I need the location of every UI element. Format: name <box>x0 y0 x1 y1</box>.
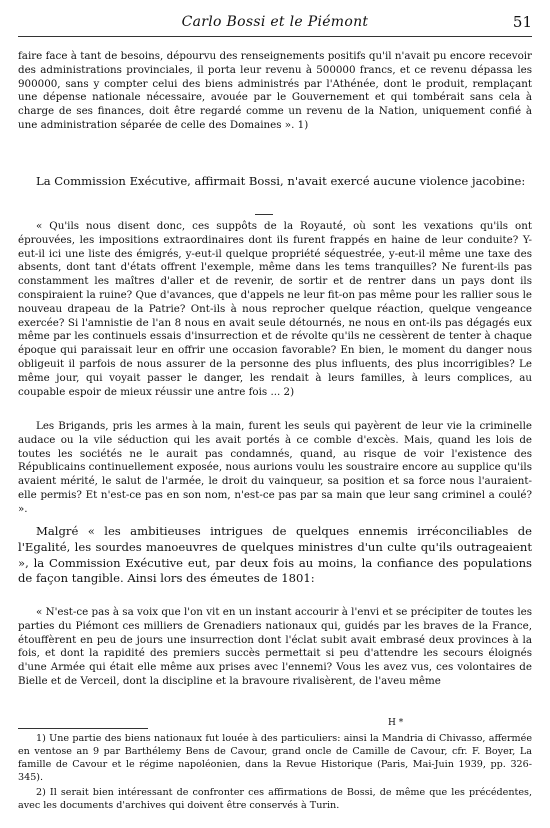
quote-brigands: Les Brigands, pris les armes à la main, furent les seuls qui payèrent de leur vie la criminelle audace ou la vile séduction qui les avait portés à ce comble d'excès. Mais, quand les lois de toutes les sociétés ne le aurait pas condamnés, quand, au risque de voir l'existence des Républicains continuellement exposée, nous aurions voulu les soustraire encore au supplice qu'ils avaient mérité, le salut de l'armée, le droit du vainqueur, sa position et sa force nous l'auraient-elle permis? Et n'est-ce pas en son nom, n'est-ce pas par sa main que leur sang criminel a coulé? ». <box>18 420 532 515</box>
footnote-2: 2) Il serait bien intéressant de confronter ces affirmations de Bossi, de même que les précédentes, avec les documents d'archives qui doivent être conservés à Turin. <box>18 787 532 811</box>
page-header <box>18 12 532 37</box>
page-number: 51 <box>512 13 532 31</box>
footnote-rule <box>18 728 148 729</box>
quote-royalty: « Qu'ils nous disent donc, ces suppôts de la Royauté, où sont les vexations qu'ils ont éprouvées, les impositions extraordinaires dont ils furent frappés en haine de leur conduite? Y-eut-il ici une liste des émigrés, y-eut-il quelque propriété séquestrée, y-eut-il même une taxe des absents, dont tant d'états offrent l'exemple, même dans les tems tranquilles? Ne furent-ils pas constamment les maîtres d'aller et de revenir, de sortir et de rentrer dans un pays dont ils conspiraient la ruine? Que d'avances, que d'appels ne leur fit-on pas même pour les rallier sous le nouveau drapeau de la Patrie? Ont-ils à nous reprocher quelque réaction, quelque vengeance exercée? Si l'amnistie de l'an 8 nous en avait seule détournés, ne nous en ont-ils pas dégagés eux même par les continuels essais d'insurrection et de révolte qu'ils ne cessèrent de tenter à chaque époque qui paraissait leur en offrir une occasion favorable? En bien, le moment du danger nous obligeuit il parfois de nous assurer de la personne des plus influents, des plus incorrigibles? Le même jour, qui voyait passer le danger, les rendait à leurs familles, à leurs complices, au coupable espoir de mieux réussir une antre fois ... 2) <box>18 220 532 398</box>
footnote-1: 1) Une partie des biens nationaux fut louée à des particuliers: ainsi la Mandria di Chivasso, affermée en ventose an 9 par Barthélemy Bens de Cavour, grand oncle de Camille de Cavour, cfr. F. Boyer, La famille de Cavour et le régime napoléonien, dans la Revue Historique (Paris, Mai-Juin 1939, pp. 326-345). <box>18 733 532 783</box>
printer-marks: H * <box>388 718 404 728</box>
paragraph-budget: faire face à tant de besoins, dépourvu des renseignements positifs qu'il n'avait pu encore recevoir des administrations provinciales, il porta leur revenu à 500000 francs, et ce revenu dépassa les 900000, sans y compter celui des biens administrés par l'Athénée, dont le produit, remplaçant une dépense nationale nécessaire, avouée par le Gouvernement et qui tombérait sans cela à charge de ses finances, doit être regardé comme un revenu de la Nation, uniquement confié à une administration séparée de celle des Domaines ». 1) <box>18 50 532 131</box>
quote-separator <box>255 214 273 215</box>
running-title: Carlo Bossi et le Piémont <box>181 14 369 30</box>
paragraph-commission-claim: La Commission Exécutive, affirmait Bossi, n'avait exercé aucune violence jacobine: <box>36 174 526 188</box>
paragraph-intrigues: Malgré « les ambitieuses intrigues de quelques ennemis irréconciliables de l'Egalité, les sourdes manoeuvres de quelques ministres d'un culte qu'ils outrageaient », la Commission Exécutive eut, par deux fois au moins, la confiance des populations de façon tangible. Ainsi lors des émeutes de 1801: <box>18 524 532 586</box>
quote-grenadiers: « N'est-ce pas à sa voix que l'on vit en un instant accourir à l'envi et se précipiter de toutes les parties du Piémont ces milliers de Grenadiers nationaux qui, guidés par les braves de la France, étouffèrent en peu de jours une insurrection dont l'éclat subit avait embrasé deux provinces à la fois, et dont la rapidité des premiers succès permettait si peu d'attendre les secours éloignés d'une Armée qui était elle même aux prises avec l'ennemi? Vous les avez vus, ces volontaires de Bielle et de Verceil, dont la discipline et la bravoure rivalisèrent, de l'aveu même <box>18 606 532 687</box>
